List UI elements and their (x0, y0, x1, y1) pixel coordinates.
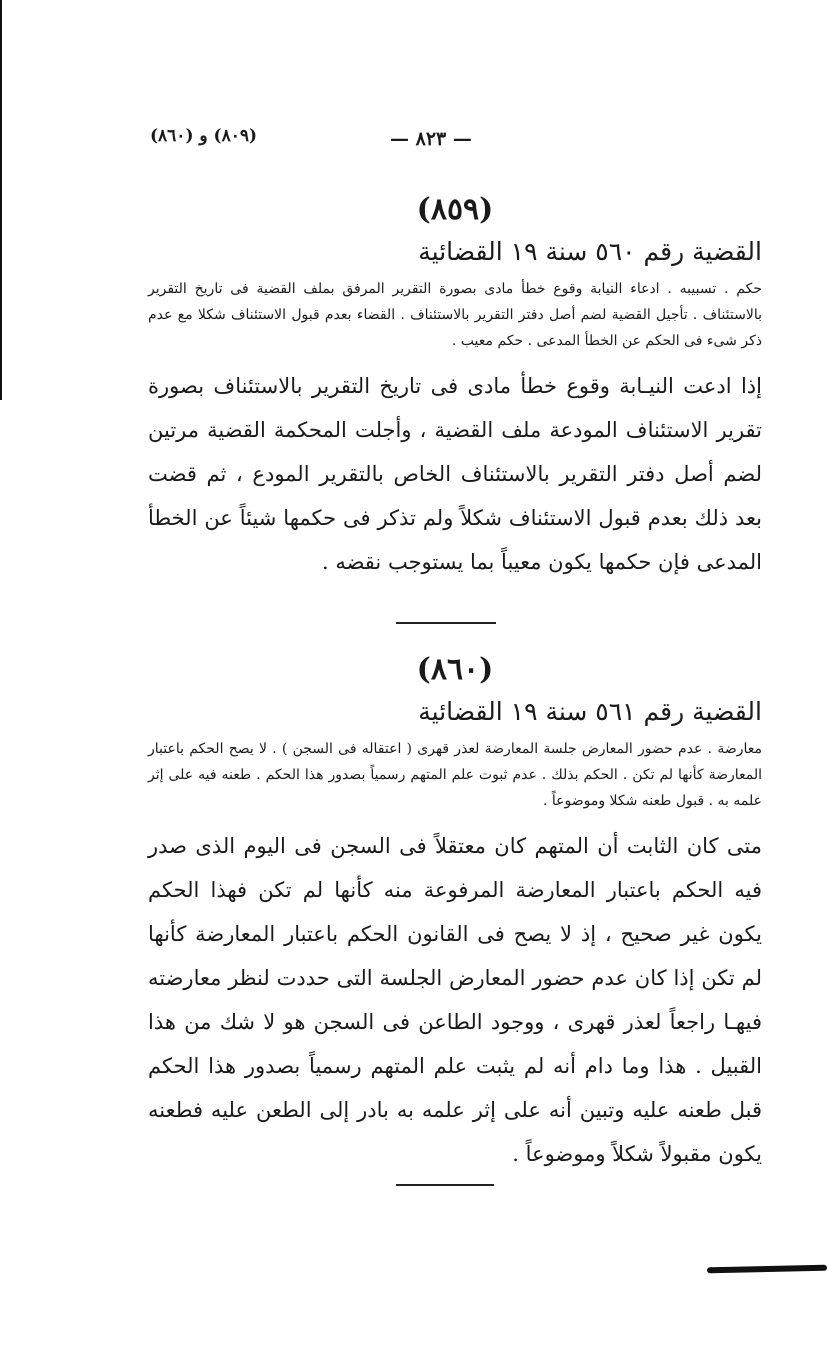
case-860 (148, 648, 762, 1176)
case-title: القضية رقم ٥٦٠ سنة ١٩ القضائية (418, 237, 762, 266)
page-header (150, 122, 762, 162)
case-summary: حكم . تسبيبه . ادعاء النيابة وقوع خطأ مادى بصورة التقرير المرفق بملف القضية فى تاريخ التقرير بالاستئناف . تأجيل القضية لضم أصل دفتر التقرير بالاستئناف . القضاء بعدم قبول الاستئناف شكلا مع عدم ذكر شىء فى الحكم عن الخطأ المدعى . حكم معيب . (148, 281, 762, 349)
case-ruling: إذا ادعت النيـابة وقوع خطأ مادى فى تاريخ التقرير بالاستئناف بصورة تقرير الاستئناف المودعة ملف القضية ، وأجلت المحكمة القضية مرتين لضم أصل دفتر التقرير بالاستئناف الخاص بالتقرير المودع ، ثم قضت بعد ذلك بعدم قبول الاستئناف شكلاً ولم تذكر فى حكمها شيئاً عن الخطأ المدعى فإن حكمها يكون معيباً بما يستوجب نقضه . (148, 374, 762, 574)
case-number: (٨٥٩) (416, 192, 494, 227)
case-ruling: متى كان الثابت أن المتهم كان معتقلاً فى السجن فى اليوم الذى صدر فيه الحكم باعتبار المعارضة المرفوعة منه كأنها لم تكن فهذا الحكم يكون غير صحيح ، إذ لا يصح فى القانون الحكم باعتبار المعارضة كأنها لم تكن إذا كان عدم حضور المعارض الجلسة التى حددت لنظر معارضته فيهـا راجعاً لعذر قهرى ، ووجود الطاعن فى السجن هو لا شك من هذا القبيل . هذا وما دام أنه لم يثبت علم المتهم رسمياً بصدور هذا الحكم قبل طعنه عليه وتبين أنه على إثر علمه به بادر إلى الطعن عليه فطعنه يكون مقبولاً شكلاً وموضوعاً . (148, 834, 762, 1166)
case-number: (٨٦٠) (416, 652, 494, 687)
header-case-range: (٨٠٩) و (٨٦٠) (150, 126, 258, 146)
case-title: القضية رقم ٥٦١ سنة ١٩ القضائية (418, 697, 762, 726)
header-page-number: — ٨٢٣ — (390, 128, 472, 150)
scan-edge-line (0, 0, 2, 400)
section-divider (396, 622, 496, 624)
case-summary: معارضة . عدم حضور المعارض جلسة المعارضة لعذر قهرى ( اعتقاله فى السجن ) . لا يصح الحكم باعتبار المعارضة كأنها لم تكن . الحكم بذلك . عدم ثبوت علم المتهم رسمياً بصدور هذا الحكم . طعنه فيه على إثر علمه به . قبول طعنه شكلا وموضوعاً . (148, 741, 762, 809)
case-859 (148, 188, 762, 584)
end-divider (396, 1184, 494, 1186)
scan-mark (707, 1265, 827, 1274)
